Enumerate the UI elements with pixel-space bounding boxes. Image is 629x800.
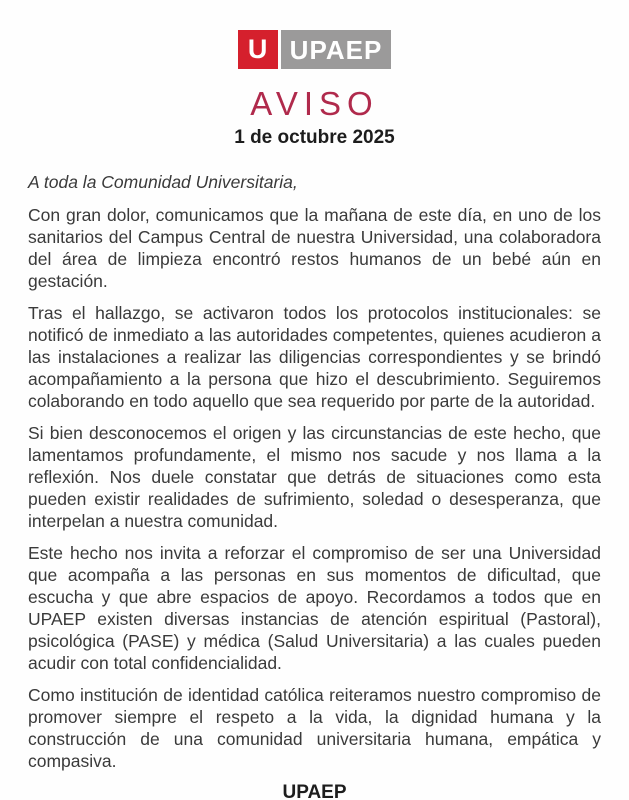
notice-title: AVISO — [250, 85, 379, 122]
notice-date: 1 de octubre 2025 — [234, 127, 395, 149]
paragraph-protocols: Tras el hallazgo, se activaron todos los protocolos institucionales: se notificó de inmediato a las autoridades competentes, quienes acudieron a las instalaciones a realizar las diligencias correspondientes y se brindó acompañamiento a la persona que hizo el descubrimiento. Seguiremos colaborando en todo aquello que sea requerido por parte de la autoridad. — [28, 303, 601, 412]
upaep-logo — [0, 30, 629, 69]
notice-body — [0, 171, 629, 782]
paragraph-support-services: Este hecho nos invita a reforzar el compromiso de ser una Universidad que acompaña a las personas en sus momentos de dificultad, que escucha y que abre espacios de apoyo. Recordamos a todos que en UPAEP existen diversas instancias de atención espiritual (Pastoral), psicológica (PASE) y médica (Salud Universitaria) a las cuales pueden acudir con total confidencialidad. — [28, 543, 601, 674]
footer-signature: UPAEP — [282, 782, 347, 800]
paragraph-commitment: Como institución de identidad católica reiteramos nuestro compromiso de promover siempre el respeto a la vida, la dignidad humana y la construcción de una comunidad universitaria humana, empática y compasiva. — [28, 685, 601, 772]
upaep-logo-wordmark-text: UPAEP — [289, 34, 383, 65]
greeting-line: A toda la Comunidad Universitaria, — [28, 172, 298, 193]
upaep-u-icon: U — [247, 34, 268, 64]
paragraph-reflection: Si bien desconocemos el origen y las circunstancias de este hecho, que lamentamos profundamente, el mismo nos sacude y nos llama a la reflexión. Nos duele constatar que detrás de situaciones como esta pueden existir realidades de sufrimiento, soledad o desesperanza, que interpelan a nuestra comunidad. — [28, 423, 601, 532]
upaep-logo-u-mark — [238, 30, 278, 69]
paragraph-discovery: Con gran dolor, comunicamos que la mañana de este día, en uno de los sanitarios del Campus Central de nuestra Universidad, una colaboradora del área de limpieza encontró restos humanos de un bebé aún en gestación. — [28, 205, 601, 292]
upaep-logo-wordmark — [281, 30, 392, 69]
